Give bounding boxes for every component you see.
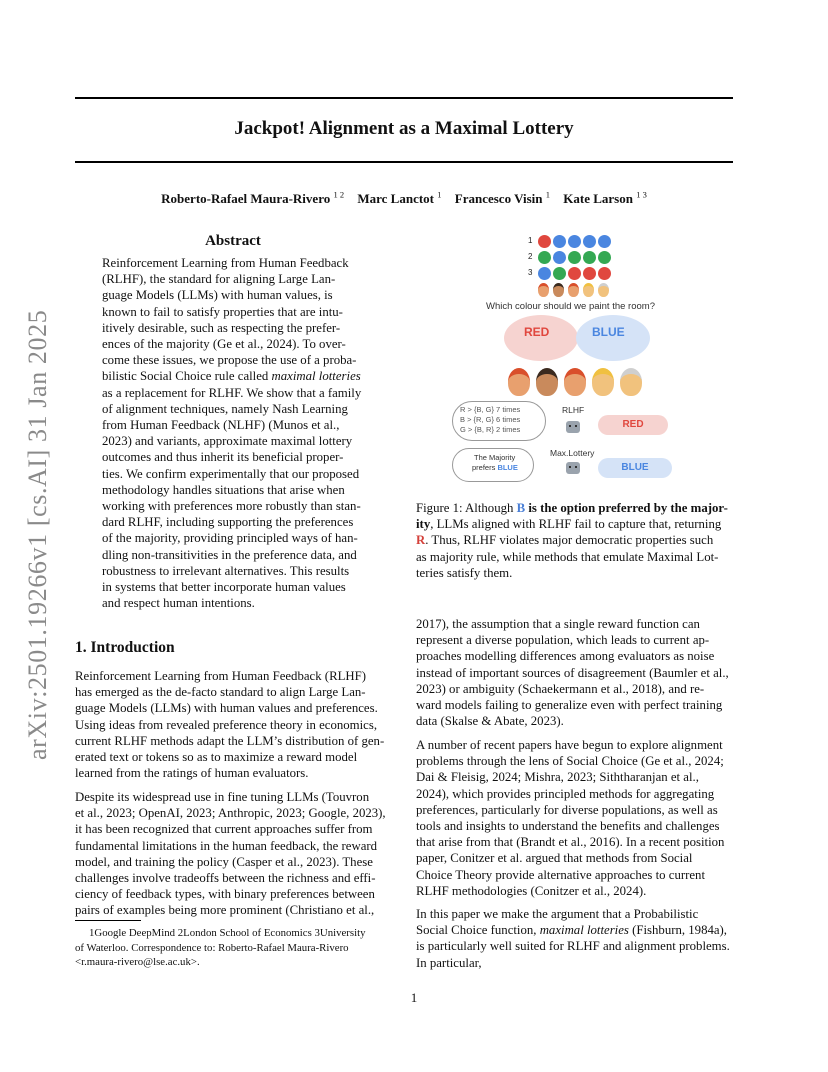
preference-dot-red bbox=[538, 235, 551, 248]
text-line: current RLHF methods adapt the LLM’s distribution of gen- bbox=[75, 733, 385, 748]
text-line: it has been recognized that current approaches suffer from bbox=[75, 822, 373, 837]
person-icon bbox=[553, 283, 564, 297]
text-line: tools and insights to understand the benefits and challenges bbox=[416, 819, 720, 833]
preference-dot-green bbox=[553, 267, 566, 280]
caption-line: R. Thus, RLHF violates major democratic properties such bbox=[416, 533, 714, 548]
text-line: fundamental limitations in the human feedback, the reward bbox=[75, 838, 378, 853]
text-line: represent a diverse population, which leads to current ap- bbox=[416, 633, 710, 648]
person-icon bbox=[536, 368, 558, 396]
text-line: come these issues, we propose the use of a proba- bbox=[102, 353, 357, 368]
text-line: learned from the ratings of human evaluators. bbox=[75, 766, 309, 781]
text-line: problems through the lens of Social Choice (Ge et al., 2024; bbox=[416, 754, 724, 769]
text-line: dling non-transitivities in the preference data, and bbox=[102, 547, 357, 562]
preference-line: R > {B, G} 7 times bbox=[460, 405, 521, 414]
person-icon bbox=[538, 283, 549, 297]
rlhf-label: RLHF bbox=[562, 405, 585, 415]
text-line: working with preferences more robustly than stan- bbox=[102, 499, 361, 513]
author: Roberto-Rafael Maura-Rivero $^{1 2}$ bbox=[161, 190, 345, 207]
text-line: ciency of feedback types, with binary preferences between bbox=[75, 887, 375, 902]
text-line: from Human Feedback (NLHF) (Munos et al., bbox=[102, 418, 340, 432]
row-number: 3 bbox=[528, 268, 533, 277]
author: Francesco Visin $^1$ bbox=[454, 190, 551, 207]
author: Kate Larson $^{1 3}$ bbox=[563, 190, 647, 207]
text-line: guage Models (LLMs) with human values, is bbox=[102, 288, 333, 303]
text-line: (RLHF), the standard for aligning Large Lan- bbox=[102, 272, 336, 287]
text-line: model, and training the policy (Casper et al., 2023). These bbox=[75, 854, 373, 869]
preference-dot-red bbox=[568, 267, 581, 280]
text-line: bilistic Social Choice rule called maximal lotteries bbox=[102, 369, 361, 384]
text-line: 2023) or ambiguity (Schaekermann et al., 2018), and re- bbox=[416, 681, 705, 696]
row-number: 2 bbox=[528, 252, 533, 261]
text-line: robustness to irrelevant alternatives. This results bbox=[102, 563, 350, 578]
caption-line: teries satisfy them. bbox=[416, 565, 513, 580]
robot-icon bbox=[566, 462, 580, 474]
text-line: itively desirable, such as respecting the prefer- bbox=[102, 320, 341, 335]
person-icon bbox=[592, 368, 614, 396]
text-line: A number of recent papers have begun to explore alignment bbox=[416, 738, 723, 752]
text-line: et al., 2023; OpenAI, 2023; Anthropic, 2023; Google, 2023), bbox=[75, 806, 386, 821]
person-icon bbox=[583, 283, 594, 297]
text-line: Reinforcement Learning from Human Feedback bbox=[102, 256, 349, 270]
text-line: ences of the majority (Ge et al., 2024). To over- bbox=[102, 337, 346, 351]
bubble-blue-label: BLUE bbox=[592, 325, 625, 339]
maxlottery-output: BLUE bbox=[598, 458, 672, 478]
top-rule bbox=[75, 97, 733, 99]
text-line: erated text or tokens so as to maximize a reward model bbox=[75, 750, 358, 764]
text-line: methodology handles situations that arise when bbox=[102, 482, 345, 497]
preference-dot-green bbox=[568, 251, 581, 264]
preference-dot-blue bbox=[598, 235, 611, 248]
text-line: pairs of examples being more prominent (Christiano et al., bbox=[75, 903, 375, 918]
preference-line: B > {R, G} 6 times bbox=[460, 415, 521, 424]
preference-dot-green bbox=[583, 251, 596, 264]
preference-dot-blue bbox=[568, 235, 581, 248]
text-line: 2023) and variants, approximate maximal lottery bbox=[102, 434, 353, 449]
preference-dot-green bbox=[538, 251, 551, 264]
text-line: instead of important sources of disagreement (Baumler et al., bbox=[416, 665, 729, 680]
majority-text-2: prefers BLUE bbox=[472, 463, 518, 472]
text-line: guage Models (LLMs) with human values and preferences. bbox=[75, 701, 378, 716]
rlhf-output: RED bbox=[598, 415, 668, 435]
text-line: data (Skalse & Abate, 2023). bbox=[416, 714, 564, 729]
text-line: has emerged as the de-facto standard to align Large Lan- bbox=[75, 685, 366, 700]
caption-line: ity, LLMs aligned with RLHF fail to capture that, returning bbox=[416, 517, 722, 532]
maxlottery-label: Max.Lottery bbox=[550, 448, 595, 458]
bubble-red-label: RED bbox=[524, 325, 550, 339]
text-line: Despite its widespread use in fine tuning LLMs (Touvron bbox=[75, 790, 370, 804]
preference-dot-blue bbox=[553, 235, 566, 248]
section-heading-introduction: 1. Introduction bbox=[75, 639, 175, 656]
text-line: that arise from that (Brandt et al., 2016). In a recent position bbox=[416, 835, 725, 850]
text-line: of the majority, providing principled ways of han- bbox=[102, 531, 358, 546]
text-line: and respect human intentions. bbox=[102, 596, 255, 611]
text-line: proaches modelling differences among evaluators as noise bbox=[416, 649, 715, 664]
text-line: Choice Theory provide alternative approaches to current bbox=[416, 867, 705, 882]
text-line: Reinforcement Learning from Human Feedback (RLHF) bbox=[75, 669, 367, 683]
footnote-line: <r.maura-rivero@lse.ac.uk>. bbox=[75, 956, 200, 968]
author-list bbox=[75, 190, 733, 207]
person-icon bbox=[620, 368, 642, 396]
text-line: is particularly well suited for RLHF and alignment problems. bbox=[416, 939, 730, 954]
person-icon bbox=[564, 368, 586, 396]
text-line: Using ideas from revealed preference theory in economics, bbox=[75, 717, 378, 732]
robot-icon bbox=[566, 421, 580, 433]
person-icon bbox=[508, 368, 530, 396]
arxiv-identifier: arXiv:2501.19266v1 [cs.AI] 31 Jan 2025 bbox=[23, 309, 52, 760]
footnote-line: 1Google DeepMind 2London School of Economics 3University bbox=[89, 927, 366, 939]
text-line: known to fail to satisfy properties that are intu- bbox=[102, 304, 343, 319]
text-line: paper, Conitzer et al. argued that methods from Social bbox=[416, 851, 693, 866]
text-line: of alignment techniques, namely Nash Learning bbox=[102, 401, 348, 416]
footnote-line: of Waterloo. Correspondence to: Roberto-Rafael Maura-Rivero bbox=[75, 941, 349, 954]
text-line: 2017), the assumption that a single reward function can bbox=[416, 617, 700, 631]
title-bottom-rule bbox=[75, 161, 733, 163]
question-text: Which colour should we paint the room? bbox=[486, 301, 655, 312]
text-line: RLHF methodologies (Conitzer et al., 2024). bbox=[416, 883, 647, 898]
text-line: dard RLHF, including supporting the preferences bbox=[102, 515, 354, 530]
person-icon bbox=[568, 283, 579, 297]
preference-line: G > {B, R} 2 times bbox=[460, 425, 521, 434]
paper-title: Jackpot! Alignment as a Maximal Lottery bbox=[234, 118, 574, 139]
preference-dot-red bbox=[598, 267, 611, 280]
page-number: 1 bbox=[410, 990, 418, 1005]
preference-dot-blue bbox=[538, 267, 551, 280]
text-line: 2024), which provides principled methods for aggregating bbox=[416, 786, 715, 801]
preference-dot-blue bbox=[583, 235, 596, 248]
text-line: challenges involve tradeoffs between the richness and effi- bbox=[75, 871, 376, 885]
text-line: as a replacement for RLHF. We show that a family bbox=[102, 385, 362, 400]
footnote-rule bbox=[75, 920, 141, 921]
figure-1 bbox=[416, 228, 734, 490]
text-line: In this paper we make the argument that a Probabilistic bbox=[416, 907, 699, 921]
abstract-heading: Abstract bbox=[205, 233, 261, 249]
text-line: ward models failing to generalize even with perfect training bbox=[416, 698, 723, 712]
person-icon bbox=[598, 283, 609, 297]
author: Marc Lanctot $^1$ bbox=[357, 190, 442, 207]
text-line: preferences, particularly for diverse populations, as well as bbox=[416, 802, 718, 817]
text-line: Social Choice function, maximal lotteries (Fishburn, 1984a), bbox=[416, 923, 728, 938]
preference-dot-green bbox=[598, 251, 611, 264]
text-line: ties. We confirm experimentally that our proposed bbox=[102, 466, 360, 481]
preference-dot-red bbox=[583, 267, 596, 280]
text-line: in systems that better incorporate human values bbox=[102, 580, 346, 594]
text-line: outcomes and thus inherit its beneficial proper- bbox=[102, 450, 344, 465]
caption-line: as majority rule, while methods that emulate Maximal Lot- bbox=[416, 549, 719, 564]
text-line: In particular, bbox=[416, 955, 482, 970]
text-line: Dai & Fleisig, 2024; Mishra, 2023; Siththaranjan et al., bbox=[416, 770, 699, 785]
caption-line: Figure 1: Although B is the option preferred by the major- bbox=[416, 501, 728, 515]
majority-text-1: The Majority bbox=[474, 453, 516, 462]
row-number: 1 bbox=[528, 236, 533, 245]
preference-dot-blue bbox=[553, 251, 566, 264]
